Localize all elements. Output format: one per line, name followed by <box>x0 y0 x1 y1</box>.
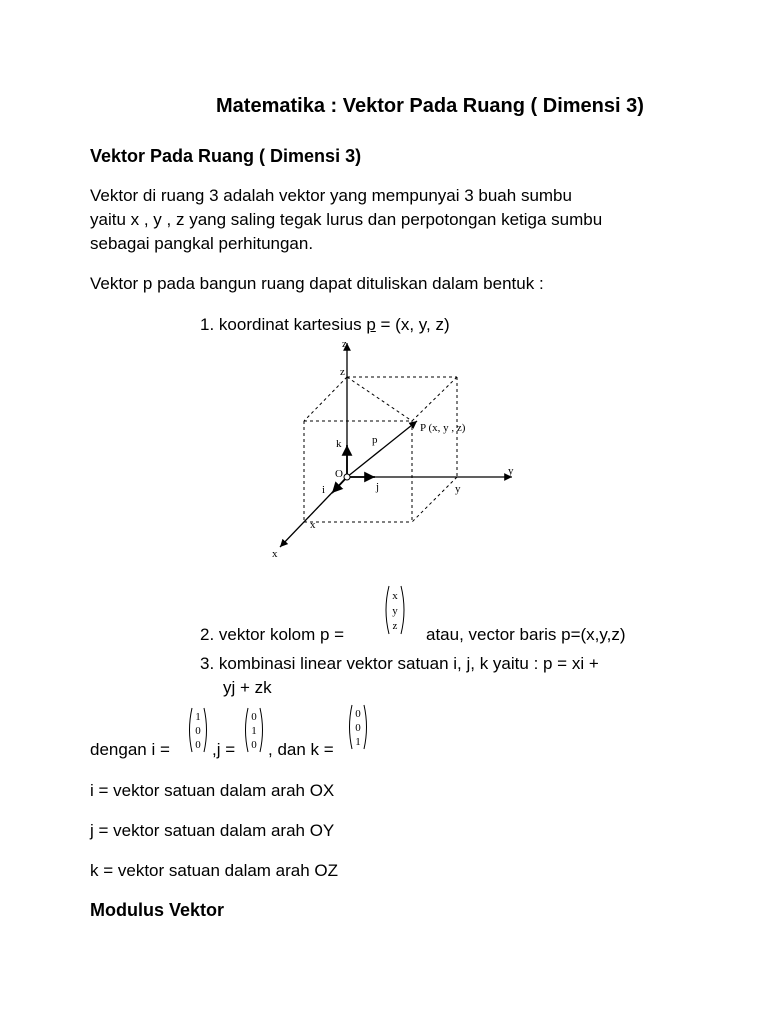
unit-vectors-k-text: , dan k = <box>268 740 334 759</box>
list-text: vektor kolom p = <box>218 625 345 644</box>
y-point-label: y <box>455 483 461 495</box>
list-number: 2. <box>200 625 215 644</box>
paragraph-forms: Vektor p pada bangun ruang dapat dituliskan dalam bentuk : <box>90 274 544 293</box>
list-item-2 <box>200 623 344 647</box>
y-axis-label: y <box>508 465 514 477</box>
unit-vectors-prefix: dengan i = <box>90 740 170 759</box>
matrix-entry: 0 <box>355 722 361 734</box>
section-heading-modulus: Modulus Vektor <box>90 900 225 920</box>
matrix-entry: 1 <box>355 736 361 748</box>
matrix-entry: 0 <box>195 739 201 751</box>
matrix-entry: 0 <box>251 739 257 751</box>
coordinate-diagram <box>262 335 532 565</box>
column-vector-entry: z <box>392 620 398 632</box>
paragraph-line: yaitu x , y , z yang saling tegak lurus dan perpotongan ketiga sumbu <box>90 210 603 229</box>
page-title: Matematika : Vektor Pada Ruang ( Dimensi 3) <box>216 95 644 117</box>
list-number: 1. <box>200 315 215 334</box>
paragraph-definition <box>90 184 602 256</box>
definition-k: k = vektor satuan dalam arah OZ <box>90 861 339 880</box>
matrix-entry: 0 <box>355 708 361 720</box>
column-vector-entry: x <box>392 590 398 602</box>
list-text: koordinat kartesius <box>218 315 362 334</box>
x-point-label: x <box>310 519 316 531</box>
column-vector-entry: y <box>392 605 398 617</box>
unit-vectors-j-text: ,j = <box>212 740 236 759</box>
list-number: 3. <box>200 654 215 673</box>
list-item-3 <box>200 652 599 676</box>
z-axis-label: z <box>342 338 347 350</box>
matrix-entry: 0 <box>251 711 257 723</box>
vector-p-arrow <box>347 421 417 477</box>
z-point-label: z <box>340 366 345 378</box>
unit-j-label: j <box>376 481 380 493</box>
unit-k-label: k <box>336 438 342 450</box>
origin-label: O <box>335 468 343 480</box>
paragraph-line: Vektor di ruang 3 adalah vektor yang mempunyai 3 buah sumbu <box>90 186 572 205</box>
x-axis-label: x <box>272 548 278 560</box>
paragraph-line: sebagai pangkal perhitungan. <box>90 234 314 253</box>
unit-vector-j-matrix <box>240 705 268 755</box>
row-vector-text: atau, vector baris p=(x,y,z) <box>426 625 626 644</box>
list-item-3-cont: yj + zk <box>223 678 272 697</box>
matrix-entry: 1 <box>195 711 201 723</box>
matrix-entry: 1 <box>251 725 257 737</box>
list-text: kombinasi linear vektor satuan i, j, k yaitu : p = xi + <box>218 654 599 673</box>
vector-p-label: p <box>366 315 376 334</box>
point-p-label: P (x, y , z) <box>420 422 466 434</box>
unit-vector-i-matrix <box>184 705 212 755</box>
section-heading-vektor-ruang: Vektor Pada Ruang ( Dimensi 3) <box>90 146 362 166</box>
unit-i-label: i <box>322 484 326 496</box>
column-vector-xyz <box>380 583 410 637</box>
origin-point <box>344 474 350 480</box>
vector-p-diagram-label: p <box>372 434 378 446</box>
unit-vector-k-matrix <box>344 702 372 752</box>
definition-i: i = vektor satuan dalam arah OX <box>90 781 335 800</box>
list-text-rest: = (x, y, z) <box>375 315 450 334</box>
matrix-entry: 0 <box>195 725 201 737</box>
definition-j: j = vektor satuan dalam arah OY <box>90 821 335 840</box>
list-item-1 <box>200 313 450 337</box>
